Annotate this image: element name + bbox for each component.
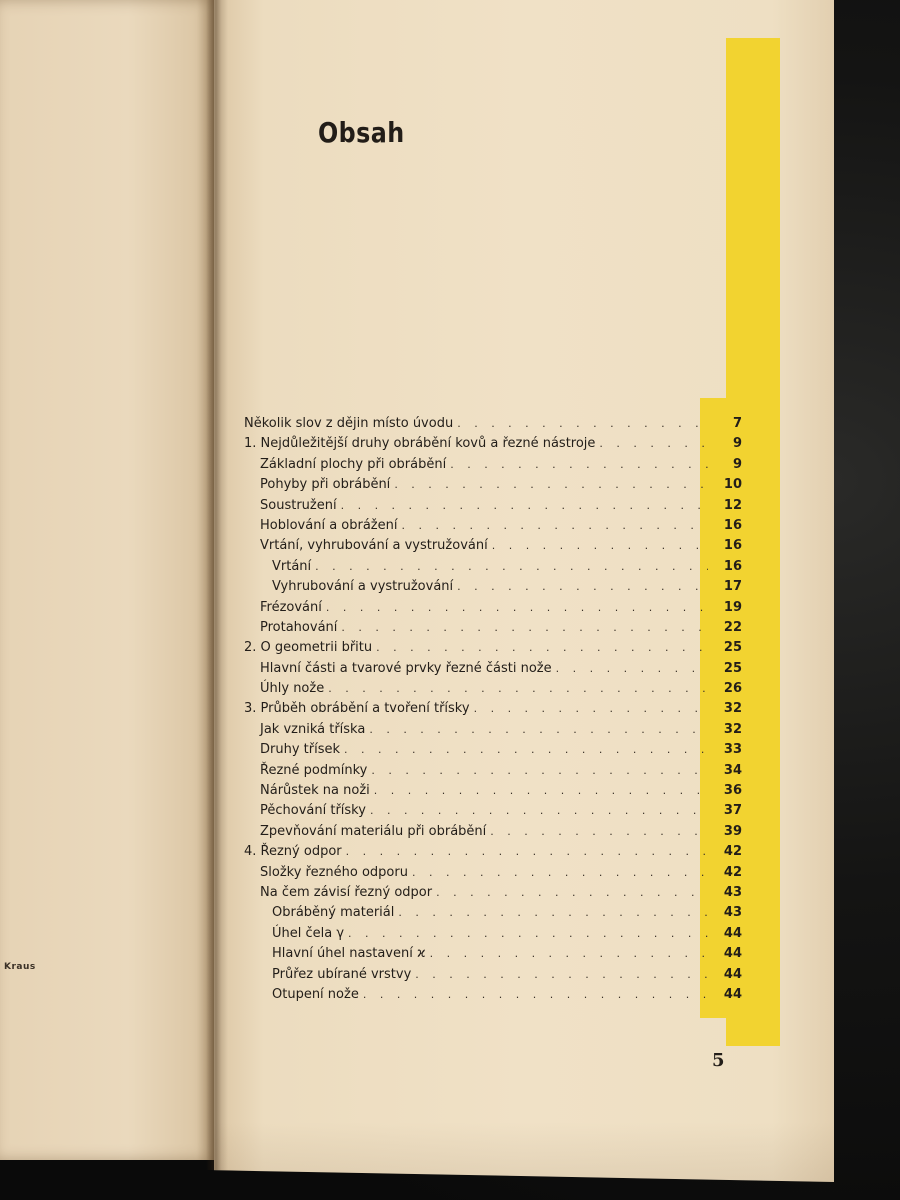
toc-entry (244, 944, 744, 964)
toc-entry (244, 781, 744, 801)
toc-leader-dots (415, 965, 708, 985)
toc-entry-page: 17 (723, 579, 742, 595)
toc-entry-page: 19 (723, 599, 742, 615)
toc-entry (244, 455, 744, 475)
toc-entry (244, 883, 744, 903)
toc-entry (244, 720, 744, 740)
toc-entry (244, 638, 744, 658)
toc-entry (244, 618, 744, 638)
left-page (0, 0, 214, 1160)
toc-entry-title: Druhy třísek (260, 742, 341, 758)
toc-entry-page: 22 (723, 619, 742, 635)
toc-entry-title: Vyhrubování a vystružování (272, 579, 454, 595)
toc-entry-page: 44 (723, 986, 742, 1002)
toc-entry-title: Otupení nože (272, 986, 359, 1002)
toc-entry-title: Úhly nože (260, 681, 325, 697)
toc-entry-page: 32 (723, 721, 742, 737)
toc-entry-page: 37 (723, 803, 742, 819)
toc-leader-dots (492, 536, 708, 556)
toc-entry-page: 9 (732, 436, 742, 452)
toc-entry-page: 42 (723, 844, 742, 860)
toc-entry-title: Nárůstek na noži (260, 783, 370, 799)
toc-entry (244, 699, 744, 719)
toc-entry-page: 34 (723, 762, 742, 778)
toc-entry-title: Vrtání (272, 558, 312, 574)
toc-entry (244, 414, 744, 434)
toc-entry-title: Na čem závisí řezný odpor (260, 884, 433, 900)
toc-entry-title: 3. Průběh obrábění a tvoření třísky (244, 701, 470, 717)
toc-entry-title: Hlavní úhel nastavení ϰ (272, 946, 426, 962)
toc-leader-dots (398, 903, 708, 923)
toc-entry (244, 842, 744, 862)
toc-leader-dots (450, 455, 708, 475)
toc-entry (244, 740, 744, 760)
toc-leader-dots (369, 720, 708, 740)
toc-entry-title: 2. O geometrii břitu (244, 640, 373, 656)
toc-leader-dots (328, 679, 708, 699)
toc-entry (244, 679, 744, 699)
toc-entry-title: Pěchování třísky (260, 803, 366, 819)
toc-entry-page: 7 (732, 416, 742, 431)
toc-entry-title: Úhel čela γ (272, 925, 345, 941)
toc-entry-title: Vrtání, vyhrubování a vystružování (260, 538, 488, 554)
toc-leader-dots (474, 699, 708, 719)
toc-entry-title: Řezné podmínky (260, 762, 368, 778)
toc-leader-dots (490, 822, 708, 842)
toc-entry-page: 44 (723, 966, 742, 982)
toc-entry-title: Jak vzniká tříska (260, 721, 366, 737)
toc-leader-dots (457, 577, 708, 597)
toc-entry-title: Soustružení (260, 497, 337, 513)
toc-entry-title: Hlavní části a tvarové prvky řezné části nože (260, 660, 552, 676)
toc-entry-title: Základní plochy při obrábění (260, 456, 447, 472)
toc-entry-title: Složky řezného odporu (260, 864, 408, 880)
toc-leader-dots (315, 557, 708, 577)
toc-entry-title: Protahování (260, 619, 338, 635)
toc-entry-page: 43 (723, 884, 742, 900)
toc-entry (244, 801, 744, 821)
toc-leader-dots (430, 944, 708, 964)
toc-entry-title: 4. Řezný odpor (244, 844, 342, 860)
toc-entry-page: 16 (723, 538, 742, 554)
toc-entry (244, 536, 744, 556)
toc-entry-page: 36 (723, 783, 742, 799)
toc-leader-dots (401, 516, 708, 536)
toc-entry (244, 965, 744, 985)
toc-entry-title: Průřez ubírané vrstvy (272, 966, 412, 982)
toc-entry-title: Hoblování a obrážení (260, 517, 398, 533)
toc-leader-dots (412, 863, 708, 883)
toc-leader-dots (457, 414, 708, 434)
toc-entry-page: 42 (723, 864, 742, 880)
toc-entry (244, 577, 744, 597)
toc-leader-dots (394, 475, 708, 495)
toc-entry-page: 39 (723, 823, 742, 839)
toc-entry-page: 33 (723, 742, 742, 758)
toc-entry (244, 496, 744, 516)
table-of-contents (244, 414, 744, 1005)
toc-leader-dots (371, 761, 708, 781)
toc-entry-page: 16 (723, 558, 742, 574)
toc-leader-dots (376, 638, 708, 658)
toc-entry-page: 44 (723, 925, 742, 941)
illustrator-credit: Kraus (4, 962, 36, 972)
toc-entry (244, 863, 744, 883)
toc-entry-title: 1. Nejdůležitější druhy obrábění kovů a řezné nástroje (244, 436, 596, 452)
toc-entry (244, 822, 744, 842)
toc-entry (244, 903, 744, 923)
toc-leader-dots (344, 740, 708, 760)
toc-entry (244, 598, 744, 618)
toc-leader-dots (599, 434, 708, 454)
toc-leader-dots (348, 924, 708, 944)
toc-entry (244, 475, 744, 495)
toc-leader-dots (370, 801, 708, 821)
toc-entry (244, 659, 744, 679)
toc-entry-page: 44 (723, 946, 742, 962)
toc-entry-title: Frézování (260, 599, 322, 615)
toc-leader-dots (341, 618, 708, 638)
toc-entry-title: Pohyby při obrábění (260, 477, 391, 493)
toc-entry-page: 25 (723, 660, 742, 676)
toc-entry-page: 25 (723, 640, 742, 656)
toc-entry (244, 516, 744, 536)
toc-entry-page: 16 (723, 517, 742, 533)
toc-entry (244, 761, 744, 781)
toc-leader-dots (436, 883, 708, 903)
toc-entry (244, 985, 744, 1005)
toc-entry-page: 32 (723, 701, 742, 717)
toc-leader-dots (341, 496, 708, 516)
toc-entry (244, 434, 744, 454)
page-number: 5 (712, 1050, 725, 1071)
toc-entry-page: 9 (732, 456, 742, 472)
toc-entry-page: 10 (723, 477, 742, 493)
toc-entry-page: 43 (723, 905, 742, 921)
toc-entry-title: Několik slov z dějin místo úvodu (244, 416, 454, 431)
toc-leader-dots (374, 781, 708, 801)
toc-entry (244, 557, 744, 577)
contents-title: Obsah (318, 116, 405, 149)
toc-entry-page: 26 (723, 681, 742, 697)
toc-entry-page: 12 (723, 497, 742, 513)
book-gutter (206, 0, 228, 1170)
toc-leader-dots (556, 659, 708, 679)
toc-entry-title: Obráběný materiál (272, 905, 395, 921)
toc-entry-title: Zpevňování materiálu při obrábění (260, 823, 487, 839)
toc-leader-dots (363, 985, 708, 1005)
toc-leader-dots (346, 842, 708, 862)
toc-leader-dots (326, 598, 708, 618)
toc-entry (244, 924, 744, 944)
